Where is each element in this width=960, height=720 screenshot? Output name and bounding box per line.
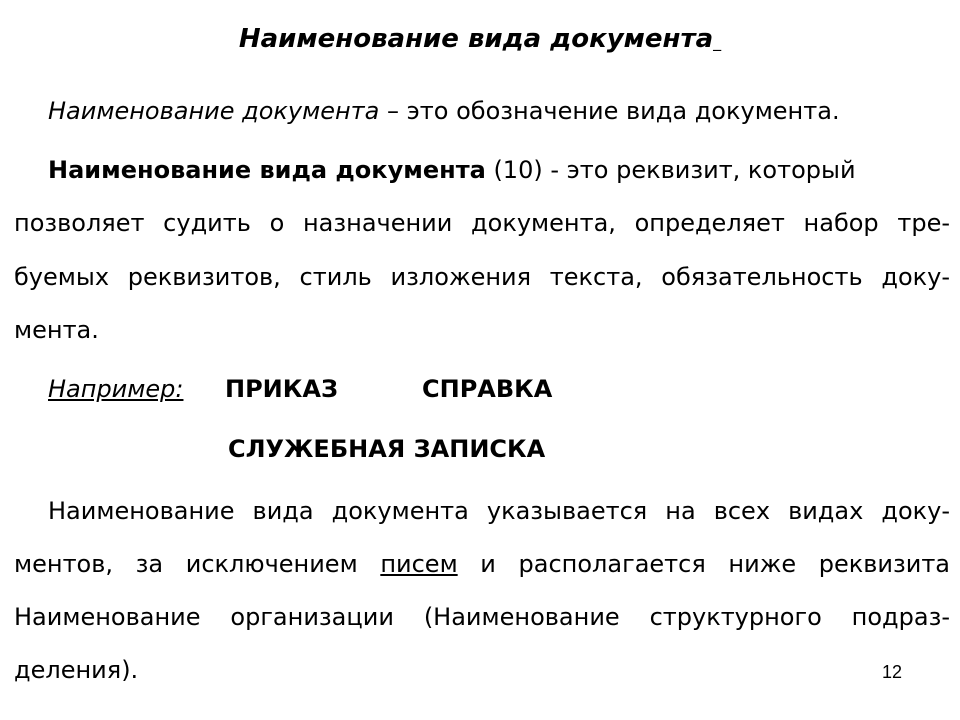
paragraph2-line3: Наименование организации (Наименование структурного подраз- [14,603,950,631]
paragraph2-line2 [14,549,950,579]
slide-title-tail: _ [713,32,722,51]
definition-text: – это обозначение вида документа. [379,97,840,125]
page-number: 12 [881,662,902,682]
example-label [48,374,183,404]
paragraph2-line2-post: и располагается ниже реквизита [457,550,951,578]
example-item-memo: СЛУЖЕБНАЯ ЗАПИСКА [228,435,546,463]
definition-line [14,96,950,126]
slide-title-text: Наименование вида документа [238,24,714,54]
example-label-text: Например: [48,375,184,403]
paragraph1-line1-text: (10) - это реквизит, который [485,156,856,184]
paragraph1-line2: позволяет судить о назначении документа, определяет набор тре- [14,209,950,237]
paragraph1-term: Наименование вида документа [48,156,486,184]
paragraph1-line4: мента. [14,316,99,344]
paragraph2-line1: Наименование вида документа указывается на всех видах доку- [48,497,950,525]
example-item-order: ПРИКАЗ [225,375,339,403]
slide-title [0,24,960,54]
paragraph2-line2-pre: ментов, за исключением [14,550,381,578]
paragraph1-line3: буемых реквизитов, стиль изложения текста, обязательность доку- [14,263,950,291]
paragraph1-line1 [14,155,950,185]
definition-term: Наименование документа [48,97,380,125]
paragraph2-line4: деления). [14,656,139,684]
paragraph2-link-letters: писем [380,550,458,578]
example-item-certificate: СПРАВКА [422,375,553,403]
